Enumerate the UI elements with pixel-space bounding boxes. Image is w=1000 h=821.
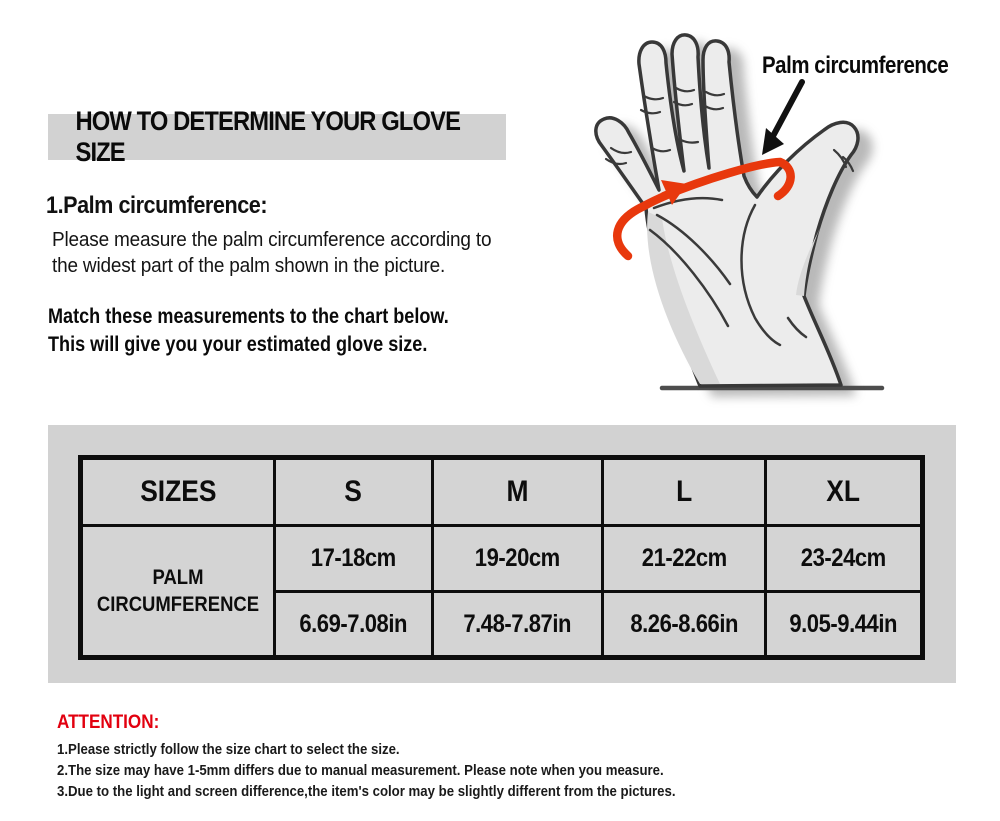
attention-heading: ATTENTION:	[57, 712, 160, 733]
match-text-line1: Match these measurements to the chart below.	[48, 305, 449, 328]
header-size-s: S	[275, 458, 433, 526]
row-label-palm-circumference: PALM CIRCUMFERENCE	[81, 526, 275, 658]
section-title-bar	[48, 106, 506, 167]
cell-in-s: 6.69-7.08in	[275, 592, 433, 658]
match-text-line2: This will give you your estimated glove size.	[48, 333, 428, 356]
step1-text-line1: Please measure the palm circumference according to	[52, 229, 492, 251]
attention-item: 3.Due to the light and screen difference,the item's color may be slightly different from the pictures.	[57, 783, 676, 800]
step1-heading: 1.Palm circumference:	[46, 192, 268, 219]
cell-cm-m: 19-20cm	[433, 526, 603, 592]
cell-in-m: 7.48-7.87in	[433, 592, 603, 658]
header-size-xl: XL	[766, 458, 923, 526]
attention-section	[57, 712, 760, 802]
attention-item: 1.Please strictly follow the size chart to select the size.	[57, 741, 400, 758]
cell-in-xl: 9.05-9.44in	[766, 592, 923, 658]
palm-circumference-label: Palm circumference	[762, 52, 949, 79]
header-sizes: SIZES	[81, 458, 275, 526]
size-chart-table	[78, 455, 925, 660]
step1-text-line2: the widest part of the palm shown in the picture.	[52, 255, 446, 277]
cell-cm-s: 17-18cm	[275, 526, 433, 592]
size-chart-panel	[48, 425, 956, 683]
pointer-arrow	[772, 82, 802, 138]
step1-body	[52, 227, 514, 279]
header-size-l: L	[603, 458, 766, 526]
cell-cm-xl: 23-24cm	[766, 526, 923, 592]
cell-cm-l: 21-22cm	[603, 526, 766, 592]
cell-in-l: 8.26-8.66in	[603, 592, 766, 658]
header-size-m: M	[433, 458, 603, 526]
match-instructions	[48, 303, 514, 359]
page-title: HOW TO DETERMINE YOUR GLOVE SIZE	[75, 106, 461, 167]
attention-item: 2.The size may have 1-5mm differs due to manual measurement. Please note when you measure.	[57, 762, 664, 779]
